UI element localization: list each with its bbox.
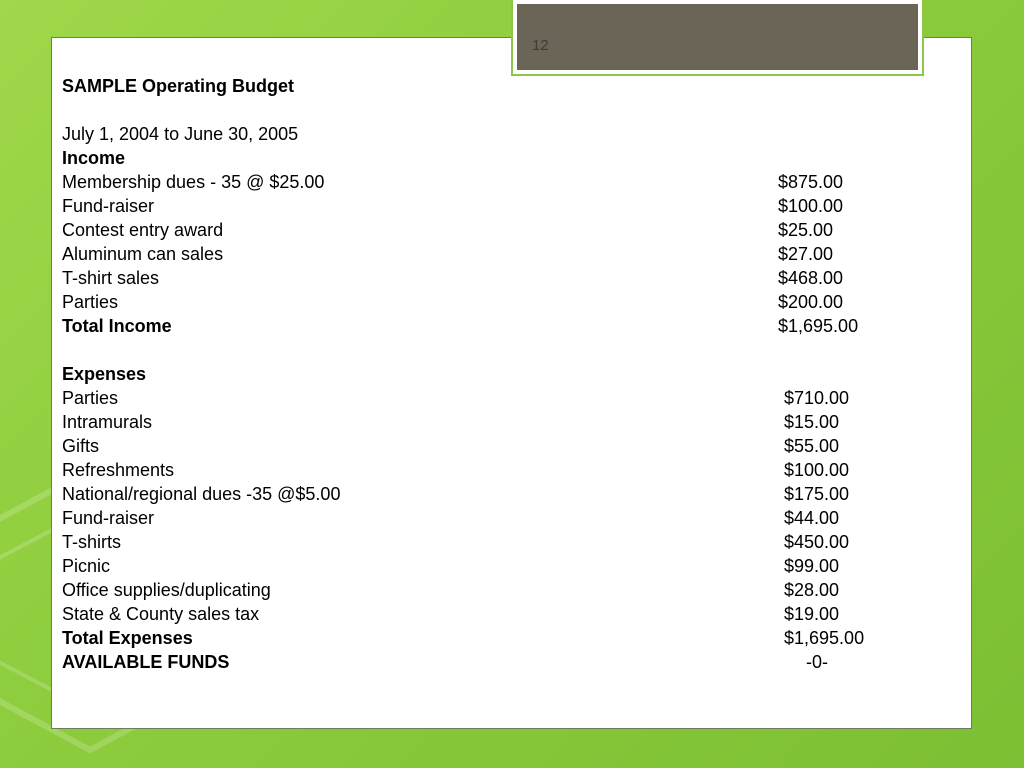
expense-label: T-shirts <box>62 532 122 552</box>
expense-label: Refreshments <box>62 460 175 480</box>
expenses-total-label: Total Expenses <box>62 628 193 648</box>
income-label: Fund-raiser <box>62 196 155 216</box>
expense-amount: $28.00 <box>784 580 840 600</box>
expense-row <box>62 458 922 482</box>
income-label: Parties <box>62 292 119 312</box>
income-total-amount: $1,695.00 <box>778 316 859 336</box>
expense-amount: $100.00 <box>784 460 850 480</box>
income-row <box>62 170 922 194</box>
budget-title <box>62 74 922 98</box>
expense-amount: $175.00 <box>784 484 850 504</box>
income-row <box>62 290 922 314</box>
expense-row <box>62 482 922 506</box>
income-row <box>62 194 922 218</box>
expense-label: National/regional dues -35 @$5.00 <box>62 484 341 504</box>
expense-label: Fund-raiser <box>62 508 155 528</box>
expense-amount: $450.00 <box>784 532 850 552</box>
available-funds-row <box>62 650 922 674</box>
expense-amount: $15.00 <box>784 412 840 432</box>
income-label: Contest entry award <box>62 220 224 240</box>
slide-number: 12 <box>532 37 549 54</box>
expense-row <box>62 506 922 530</box>
title-placeholder-fill <box>517 4 918 70</box>
budget-period-text: July 1, 2004 to June 30, 2005 <box>62 124 299 144</box>
expense-row <box>62 410 922 434</box>
expense-amount: $44.00 <box>784 508 840 528</box>
expense-row <box>62 530 922 554</box>
expenses-total-row <box>62 626 922 650</box>
expense-amount: $99.00 <box>784 556 840 576</box>
available-funds-label: AVAILABLE FUNDS <box>62 652 230 672</box>
budget-title-text: SAMPLE Operating Budget <box>62 76 295 96</box>
income-label: T-shirt sales <box>62 268 160 288</box>
income-amount: $25.00 <box>778 220 834 240</box>
budget-document <box>62 74 922 674</box>
income-row <box>62 242 922 266</box>
income-amount: $875.00 <box>778 172 844 192</box>
expense-row <box>62 386 922 410</box>
expense-row <box>62 602 922 626</box>
expenses-heading <box>62 362 922 386</box>
expense-label: Intramurals <box>62 412 153 432</box>
income-total-row <box>62 314 922 338</box>
expense-label: Parties <box>62 388 119 408</box>
expense-row <box>62 554 922 578</box>
spacer <box>62 98 922 122</box>
budget-period <box>62 122 922 146</box>
expense-label: Gifts <box>62 436 100 456</box>
spacer <box>62 338 922 362</box>
income-label: Aluminum can sales <box>62 244 224 264</box>
income-row <box>62 218 922 242</box>
expense-row <box>62 434 922 458</box>
expenses-total-amount: $1,695.00 <box>784 628 865 648</box>
income-amount: $100.00 <box>778 196 844 216</box>
expense-amount: $55.00 <box>784 436 840 456</box>
income-heading <box>62 146 922 170</box>
income-amount: $200.00 <box>778 292 844 312</box>
income-total-label: Total Income <box>62 316 172 336</box>
available-funds-amount: -0- <box>806 652 828 672</box>
expense-amount: $710.00 <box>784 388 850 408</box>
expense-label: State & County sales tax <box>62 604 260 624</box>
income-row <box>62 266 922 290</box>
expense-label: Office supplies/duplicating <box>62 580 271 600</box>
expenses-heading-text: Expenses <box>62 364 147 384</box>
income-amount: $27.00 <box>778 244 834 264</box>
expense-label: Picnic <box>62 556 111 576</box>
expense-row <box>62 578 922 602</box>
income-label: Membership dues - 35 @ $25.00 <box>62 172 325 192</box>
title-placeholder-box <box>511 0 924 76</box>
income-heading-text: Income <box>62 148 126 168</box>
expense-amount: $19.00 <box>784 604 840 624</box>
income-amount: $468.00 <box>778 268 844 288</box>
